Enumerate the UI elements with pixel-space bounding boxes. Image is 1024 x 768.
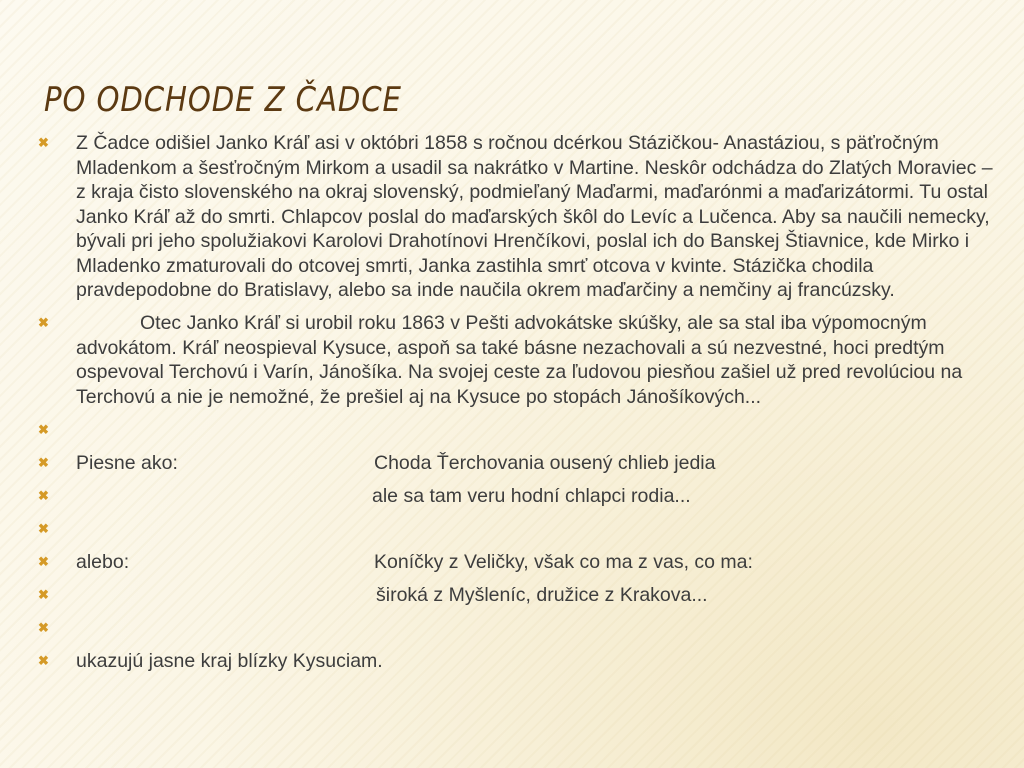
x-bullet-icon: ✖ xyxy=(38,487,49,503)
closing-text: ukazujú jasne kraj blízky Kysuciam. xyxy=(76,649,383,672)
list-item xyxy=(38,583,998,608)
bullet-list xyxy=(38,131,998,682)
paragraph-text: Z Čadce odišiel Janko Kráľ asi v októbri 1858 s ročnou dcérkou Stázičkou- Anastáziou, s päťročným Mladenkom a šesťročným Mirkom a usadil sa nakrátko v Martine. Neskôr odchádza do Zlatých Moraviec – z kraja čisto slovenského na okraj slovenský, podmieľaný Maďarmi, maďarónmi a maďarizátormi. Tu ostal Janko Kráľ až do smrti. Chlapcov poslal do maďarských škôl do Levíc a Lučenca. Aby sa naučili nemecky, bývali pri jeho spolužiakovi Karolovi Drahotínovi Hrenčíkovi, poslal ich do Banskej Štiavnice, kde Mirko i Mladenko zmaturovali do otcovej smrti, Janka zastihla smrť otcova v kvinte. Stázička chodila pravdepodobne do Bratislavy, alebo sa inde naučila okrem maďarčiny a nemčiny aj francúzsky. xyxy=(76,132,993,301)
song-verse-line: ale sa tam veru hodní chlapci rodia... xyxy=(372,484,691,507)
x-bullet-icon: ✖ xyxy=(38,454,49,470)
song-verse-line: široká z Myšleníc, družice z Krakova... xyxy=(376,583,708,606)
paragraph-text: Otec Janko Kráľ si urobil roku 1863 v Pešti advokátske skúšky, ale sa stal iba výpomocným advokátom. Kráľ neospieval Kysuce, aspoň sa také básne nezachovali a sú nezvestné, hoci predtým ospevoval Terchovú i Varín, Jánošíka. Na svojej ceste za ľudovou piesňou zašiel už pred revolúciou na Terchovú a nie je nemožné, že prešiel aj na Kysuce po stopách Jánošíkových... xyxy=(76,312,963,408)
x-bullet-icon: ✖ xyxy=(38,135,49,150)
x-bullet-icon: ✖ xyxy=(38,652,49,668)
song-verse-line: Choda Ťerchovania ousený chlieb jedia xyxy=(374,451,716,474)
x-bullet-icon: ✖ xyxy=(38,315,49,330)
list-item-empty xyxy=(38,517,998,542)
list-item-empty xyxy=(38,616,998,641)
list-item xyxy=(38,550,998,575)
x-bullet-icon: ✖ xyxy=(38,520,49,536)
list-item xyxy=(38,451,998,476)
song-verse-line: Koníčky z Veličky, však co ma z vas, co ma: xyxy=(374,550,753,573)
x-bullet-icon: ✖ xyxy=(38,586,49,602)
list-item-empty xyxy=(38,418,998,443)
x-bullet-icon: ✖ xyxy=(38,421,49,437)
slide-title: PO ODCHODE Z ČADCE xyxy=(44,80,402,120)
list-item xyxy=(38,131,998,303)
song-label: alebo: xyxy=(76,550,130,573)
list-item xyxy=(38,484,998,509)
list-item xyxy=(38,649,998,674)
list-item xyxy=(38,311,998,409)
x-bullet-icon: ✖ xyxy=(38,553,49,569)
song-label: Piesne ako: xyxy=(76,451,178,474)
x-bullet-icon: ✖ xyxy=(38,619,49,635)
